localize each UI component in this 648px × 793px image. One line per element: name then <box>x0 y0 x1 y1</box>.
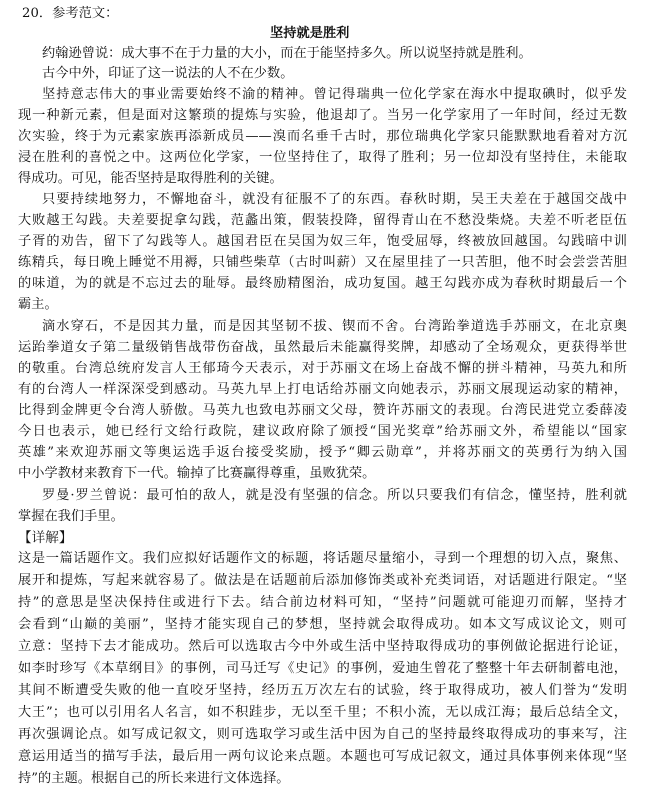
explanation-line: 其间不断遭受失败的他一直咬牙坚持，经历五万次左右的试验，终于取得成功，被人们誉为“发明 <box>18 683 627 698</box>
explanation-line: 这是一篇话题作文。我们应拟好话题作文的标题，将话题尽量缩小，寻到一个理想的切入点，聚焦、 <box>18 551 627 566</box>
essay-title: 坚持就是胜利 <box>270 26 350 41</box>
essay-line: 浸在胜利的喜悦之中。这两位化学家，一位坚持住了，取得了胜利；另一位却没有坚持住，未能取 <box>18 150 627 165</box>
essay-line: 运跆拳道女子第二量级销售战带伤奋战，虽然最后未能赢得奖牌，却感动了全场观众，更获得举世 <box>18 340 627 355</box>
explanation-line: 如李时珍写《本草纲目》的事例，司马迁写《史记》的事例，爱迪生曾花了整整十年去研制蓄电池， <box>18 661 627 676</box>
essay-line: 古今中外，印证了这一说法的人不在少数。 <box>42 66 294 81</box>
explanation-line: 持”的主题。根据自己的所长来进行文体选择。 <box>18 771 290 786</box>
essay-line: 的敬重。台湾总统府发言人王郁琦今天表示，对于苏丽文在场上奋战不懈的拼斗精神，马英九和所 <box>18 361 627 376</box>
essay-line: 有的台湾人一样深深受到感动。马英九早上打电话给苏丽文向她表示，苏丽文展现运动家的精神， <box>18 382 627 397</box>
essay-line: 得成功。可见，能否坚持是取得胜利的关键。 <box>18 171 283 186</box>
essay-line: 练精兵，每日晚上睡觉不用褥，只铺些柴草（古时叫薪）又在屋里挂了一只苦胆，他不时会尝尝苦胆 <box>18 255 627 270</box>
explanation-line: 会看到“山巅的美丽”，坚持才能实现自己的梦想，坚持就会取得成功。如本文写成议论文，则可 <box>18 617 627 632</box>
essay-line: 霸主。 <box>18 297 58 312</box>
explanation-line: 意运用适当的描写手法，最后用一两句议论来点题。本题也可写成记叙文，通过具体事例来体现“坚 <box>18 749 627 764</box>
explanation-line: 持”的意思是坚决保持住或进行下去。结合前边材料可知，“坚持”问题就可能迎刃而解，坚持才 <box>18 595 627 610</box>
essay-line: 今日也表示，她已经行文给行政院，建议政府除了颁授“国光奖章”给苏丽文外，希望能以“国家 <box>18 424 627 439</box>
essay-line: 中小学教材来教育下一代。输掉了比赛赢得尊重，虽败犹荣。 <box>18 466 376 481</box>
essay-line: 英雄”来欢迎苏丽文等奥运选手返台接受奖励，授予“卿云勋章”，并将苏丽文的英勇行为纳入国 <box>18 445 627 460</box>
explanation-line: 展开和提炼，写起来就容易了。做法是在话题前后添加修饰类或补充类词语，对话题进行限定。“坚 <box>18 573 627 588</box>
explanation-line: 再次强调论点。如写成记叙文，则可选取学习或生活中因为自己的坚持最终取得成功的事来写，注 <box>18 727 627 742</box>
essay-line: 次实验，终于为元素家族再添新成员——溴而名垂千古时，那位瑞典化学家只能默默地看着对方沉 <box>18 129 627 144</box>
essay-line: 大败越王勾践。夫差要捉拿勾践，范蠡出策，假装投降，留得青山在不愁没柴烧。夫差不听老臣伍 <box>18 213 627 228</box>
essay-line: 比得到金牌更令台湾人骄傲。马英九也致电苏丽文父母，赞许苏丽文的表现。台湾民进党立委薛凌 <box>18 403 627 418</box>
essay-line: 滴水穿石，不是因其力量，而是因其坚韧不拔、锲而不舍。台湾跆拳道选手苏丽文，在北京奥 <box>42 319 627 334</box>
essay-line: 掌握在我们手里。 <box>18 509 124 524</box>
essay-line: 只要持续地努力，不懈地奋斗，就没有征服不了的东西。春秋时期，吴王夫差在于越国交战中 <box>42 192 627 207</box>
explanation-line: 立意：坚持下去才能成功。然后可以选取古今中外或生活中坚持取得成功的事例做论据进行论证， <box>18 639 627 654</box>
essay-line: 现一种新元素，但是面对这繁琐的提炼与实验，他退却了。当另一化学家用了一年时间，经过无数 <box>18 108 627 123</box>
explanation-heading: 【详解】 <box>18 530 73 546</box>
essay-line: 坚持意志伟大的事业需要始终不渝的精神。曾记得瑞典一位化学家在海水中提取碘时，似乎发 <box>42 87 627 102</box>
essay-line: 罗曼·罗兰曾说：最可怕的敌人，就是没有坚强的信念。所以只要我们有信念，懂坚持，胜利就 <box>42 488 627 503</box>
explanation-line: 大王”；也可以引用名人名言，如不积跬步，无以至千里；不积小流，无以成江海；最后总结全文， <box>18 705 627 720</box>
essay-line: 的味道，为的就是不忘过去的耻辱。最终励精图治，成功复国。越王勾践亦成为春秋时期最后一个 <box>18 276 627 291</box>
essay-line: 约翰逊曾说：成大事不在于力量的大小，而在于能坚持多久。所以说坚持就是胜利。 <box>42 46 532 61</box>
question-number: 20．参考范文： <box>22 6 119 21</box>
essay-line: 子胥的劝告，留下了勾践等人。越国君臣在吴国为奴三年，饱受屈辱，终被放回越国。勾践暗中训 <box>18 234 627 249</box>
